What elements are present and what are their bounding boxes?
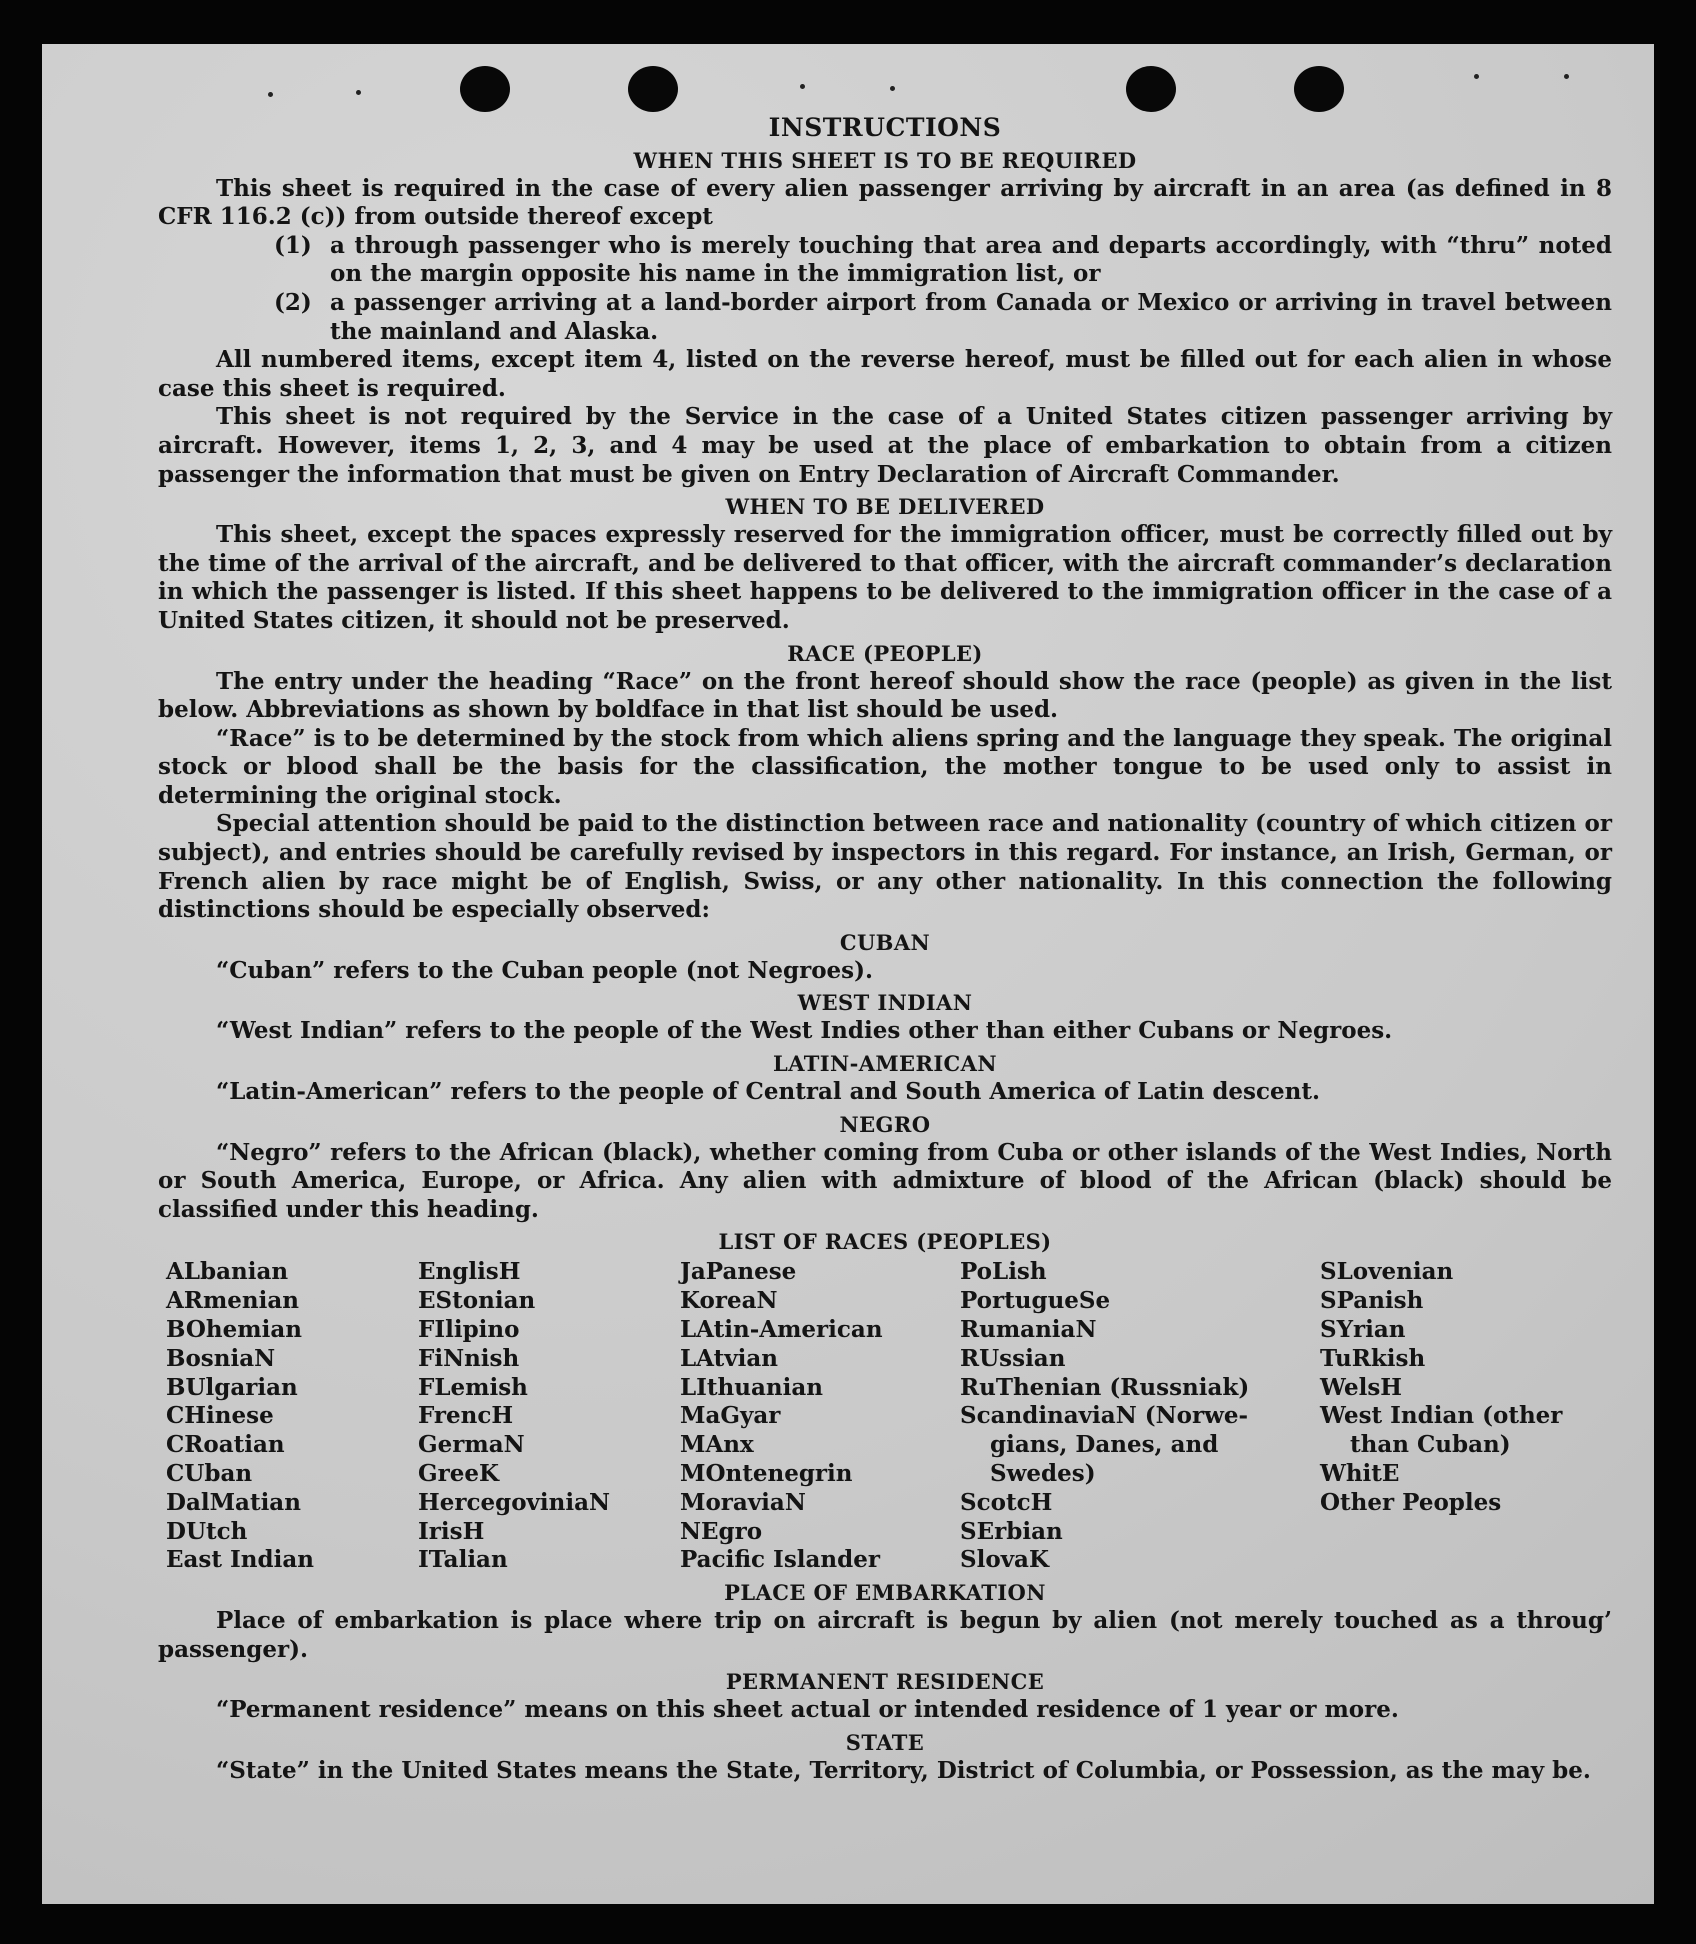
heading-negro: NEGRO xyxy=(839,1111,931,1137)
race-entry: RumaniaN xyxy=(960,1316,1097,1343)
race-column-4 xyxy=(960,1258,1320,1575)
instructions-text xyxy=(158,114,1612,1786)
heading-race: RACE (PEOPLE) xyxy=(787,640,983,666)
race-entry: TuRkish xyxy=(1320,1344,1426,1372)
heading-embarkation: PLACE OF EMBARKATION xyxy=(724,1580,1046,1606)
heading-west-indian: WEST INDIAN xyxy=(797,990,973,1016)
race-entry: ITalian xyxy=(418,1546,508,1574)
west-indian-text: “West Indian” refers to the people of the West Indies other than either Cubans or Negroes. xyxy=(216,1017,1393,1045)
race-entry: CRoatian xyxy=(166,1431,285,1459)
race-entry: SlovaK xyxy=(960,1546,1049,1574)
race-entry: SPanish xyxy=(1320,1287,1424,1315)
speck xyxy=(890,86,895,91)
race-entry: MAnx xyxy=(680,1431,754,1459)
heading-cuban: CUBAN xyxy=(839,929,931,955)
race-entry: WelsH xyxy=(1320,1373,1403,1401)
item-text: a through passenger who is merely touching that area and departs accordingly, with “thru” noted on the margin opposite his name in the immigration list, or xyxy=(330,231,1612,288)
punch-hole xyxy=(1294,66,1344,112)
race-entry: PoLish xyxy=(960,1258,1047,1286)
cuban-text: “Cuban” refers to the Cuban people (not Negroes). xyxy=(216,956,874,984)
race-entry: LAtvian xyxy=(680,1344,778,1372)
latin-american-text: “Latin-American” refers to the people of Central and South America of Latin descent. xyxy=(216,1078,1320,1106)
race-entry: BUlgarian xyxy=(166,1373,298,1401)
exception-item xyxy=(274,289,1612,346)
race-entry: MOntenegrin xyxy=(680,1459,853,1487)
race-entry: MoraviaN xyxy=(680,1488,806,1516)
heading-state: STATE xyxy=(845,1729,925,1755)
race-entry: BosniaN xyxy=(166,1344,276,1372)
race-column-5 xyxy=(1320,1258,1590,1575)
race-column-1 xyxy=(166,1258,418,1575)
page-title: INSTRUCTIONS xyxy=(768,113,1002,142)
race-entry: ScandinaviaN (Norwe- xyxy=(960,1402,1249,1430)
negro-text: “Negro” refers to the African (black), whether coming from Cuba or other islands of the West Indies, North or South America, Europe, or Africa. Any alien with admixture of blood of the African (black) should be classified under this heading. xyxy=(158,1138,1612,1223)
race-entry: FIlipino xyxy=(418,1316,520,1343)
heading-list-of-races: LIST OF RACES (PEOPLES) xyxy=(718,1229,1052,1255)
embarkation-text: Place of embarkation is place where trip on aircraft is begun by alien (not merely touched as a throug’ passenger). xyxy=(158,1607,1612,1663)
race-entry: IrisH xyxy=(418,1517,485,1545)
race-entry: NEgro xyxy=(680,1517,763,1545)
race-entry: RUssian xyxy=(960,1344,1066,1372)
punch-hole xyxy=(460,66,510,112)
race-entry: LAtin-American xyxy=(680,1316,883,1343)
exception-item xyxy=(274,232,1612,289)
item-number: (2) xyxy=(274,288,312,316)
race-entry: PortugueSe xyxy=(960,1287,1111,1315)
required-para-3: This sheet is not required by the Service in the case of a United States citizen passenger arriving by aircraft. However, items 1, 2, 3, and 4 may be used at the place of embarkation to obtain from a citizen passenger the information that must be given on Entry Declaration of Aircraft Commander. xyxy=(158,403,1612,488)
race-entry-continued: Swedes) xyxy=(990,1459,1096,1487)
race-entry: LIthuanian xyxy=(680,1373,823,1401)
race-column-3 xyxy=(680,1258,960,1575)
required-para-2: All numbered items, except item 4, listed on the reverse hereof, must be filled out for each alien in whose case this sheet is required. xyxy=(158,346,1612,402)
residence-text: “Permanent residence” means on this sheet actual or intended residence of 1 year or more. xyxy=(216,1696,1399,1724)
heading-delivered: WHEN TO BE DELIVERED xyxy=(725,494,1045,520)
race-entry: MaGyar xyxy=(680,1402,781,1430)
race-entry: FrencH xyxy=(418,1402,514,1430)
race-entry: DalMatian xyxy=(166,1488,301,1516)
race-entry: Other Peoples xyxy=(1320,1488,1502,1516)
required-intro: This sheet is required in the case of every alien passenger arriving by aircraft in an area (as defined in 8 CFR 116.2 (c)) from outside thereof except xyxy=(158,174,1612,231)
speck xyxy=(356,90,361,95)
punch-hole xyxy=(628,66,678,112)
race-para-1: The entry under the heading “Race” on the front hereof should show the race (people) as given in the list below. Abbreviations as shown by boldface in that list should be used. xyxy=(158,667,1612,724)
punch-hole xyxy=(1126,66,1176,112)
document-sheet xyxy=(42,44,1654,1904)
delivered-text: This sheet, except the spaces expressly reserved for the immigration officer, must be correctly filled out by the time of the arrival of the aircraft, and be delivered to that officer, with the aircraft commander’s declaration in which the passenger is listed. If this sheet happens to be delivered to the immigration officer in the case of a United States citizen, it should not be preserved. xyxy=(158,521,1612,634)
race-entry: KoreaN xyxy=(680,1287,778,1315)
race-para-2: “Race” is to be determined by the stock from which aliens spring and the language they speak. The original stock or blood shall be the basis for the classification, the mother tongue to be used only to assist in determining the original stock. xyxy=(158,724,1612,809)
race-entry: CHinese xyxy=(166,1402,274,1430)
race-entry: ScotcH xyxy=(960,1488,1053,1516)
item-number: (1) xyxy=(274,231,312,259)
race-entry: GermaN xyxy=(418,1431,525,1459)
race-entry: WhitE xyxy=(1320,1459,1400,1487)
speck xyxy=(268,92,273,97)
race-list xyxy=(158,1258,1612,1575)
race-entry: ARmenian xyxy=(166,1287,300,1315)
race-column-2 xyxy=(418,1258,680,1575)
race-entry: EnglisH xyxy=(418,1258,521,1286)
race-entry: West Indian (other xyxy=(1320,1402,1563,1430)
speck xyxy=(1564,74,1569,79)
race-entry: East Indian xyxy=(166,1546,314,1574)
race-entry: RuThenian (Russniak) xyxy=(960,1373,1250,1401)
speck xyxy=(800,84,805,89)
race-entry: EStonian xyxy=(418,1287,536,1315)
race-entry: Pacific Islander xyxy=(680,1546,880,1574)
race-entry-continued: than Cuban) xyxy=(1350,1431,1511,1459)
race-entry: FLemish xyxy=(418,1373,528,1401)
item-text: a passenger arriving at a land-border airport from Canada or Mexico or arriving in travel between the mainland and Alaska. xyxy=(330,288,1612,345)
race-entry: HercegoviniaN xyxy=(418,1488,611,1516)
race-entry: GreeK xyxy=(418,1459,500,1487)
race-entry: SLovenian xyxy=(1320,1258,1454,1286)
race-entry: DUtch xyxy=(166,1517,248,1545)
race-entry: FiNnish xyxy=(418,1344,520,1372)
race-entry: CUban xyxy=(166,1459,253,1487)
race-entry: JaPanese xyxy=(680,1258,797,1286)
race-entry: SErbian xyxy=(960,1517,1063,1545)
heading-required: WHEN THIS SHEET IS TO BE REQUIRED xyxy=(633,147,1137,173)
race-entry: ALbanian xyxy=(166,1258,289,1286)
race-entry: BOhemian xyxy=(166,1316,302,1343)
race-entry: SYrian xyxy=(1320,1316,1406,1343)
heading-latin-american: LATIN-AMERICAN xyxy=(773,1051,997,1077)
state-text: “State” in the United States means the State, Territory, District of Columbia, or Possession, as the may be. xyxy=(216,1756,1591,1784)
race-para-3: Special attention should be paid to the distinction between race and nationality (country of which citizen or subject), and entries should be carefully revised by inspectors in this regard. For instance, an Irish, German, or French alien by race might be of English, Swiss, or any other nationality. In this connection the following distinctions should be especially observed: xyxy=(158,810,1612,924)
speck xyxy=(1474,74,1479,79)
heading-residence: PERMANENT RESIDENCE xyxy=(725,1669,1045,1695)
race-entry-continued: gians, Danes, and xyxy=(990,1431,1219,1459)
